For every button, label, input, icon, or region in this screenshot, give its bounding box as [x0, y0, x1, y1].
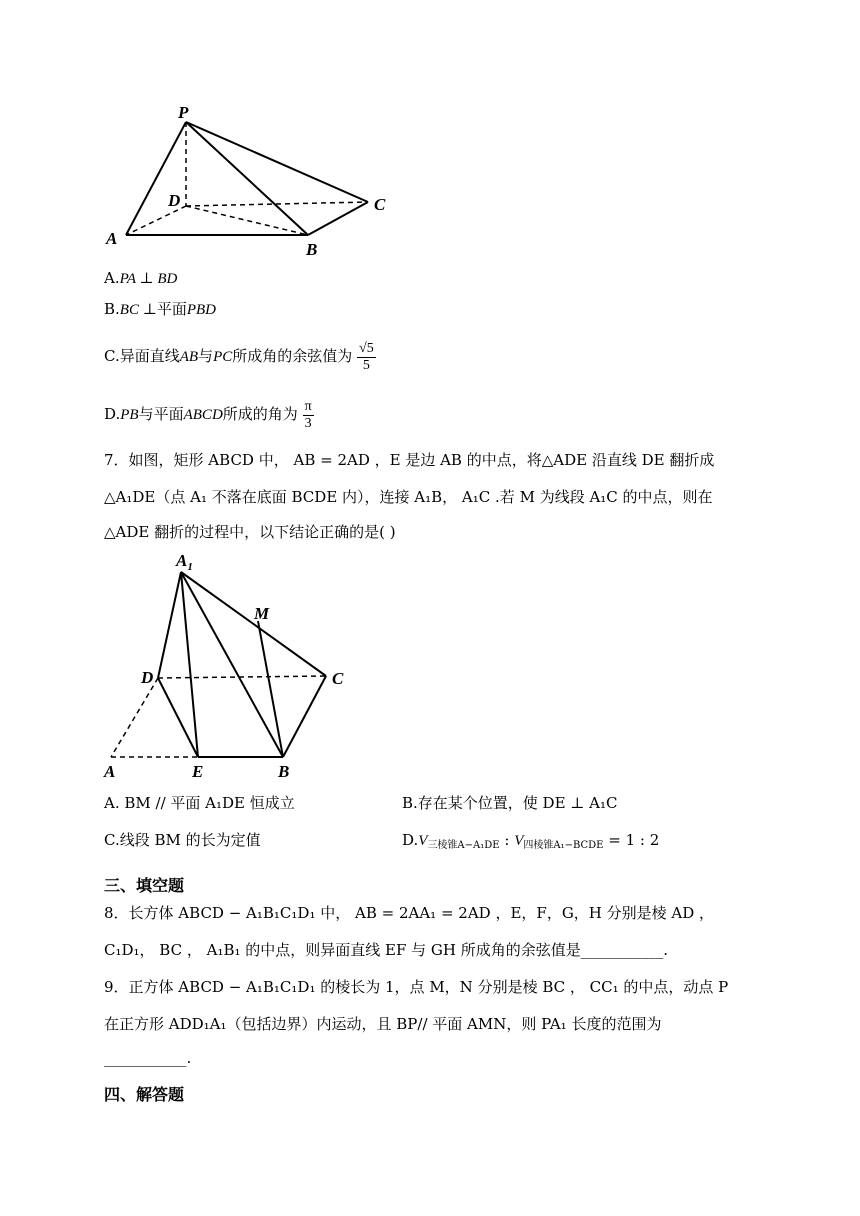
option-c-math1: AB: [179, 349, 199, 365]
option-b-math: BC ⊥: [119, 302, 157, 318]
q9-line-2: 在正方形 ADD₁A₁（包括边界）内运动，且 BP// 平面 AMN，则 PA₁ 长度的范围为: [104, 1015, 662, 1033]
label-P: P: [178, 103, 189, 122]
section-fill-in-title: 三、填空题: [104, 876, 185, 895]
volume-symbol-1: V: [418, 833, 428, 849]
q7-line-3: △ADE 翻折的过程中，以下结论正确的是( ): [104, 523, 396, 541]
label-B: B: [278, 762, 290, 781]
ratio-colon: :: [499, 831, 515, 849]
option-c-text: C.异面直线: [104, 347, 180, 365]
label-D: D: [168, 191, 181, 210]
option-b-text: 平面: [156, 300, 187, 318]
ratio-value: = 1 : 2: [603, 831, 660, 849]
option-d-prefix: D.: [402, 831, 419, 849]
q8-line-1: 8．长方体 ABCD − A₁B₁C₁D₁ 中， AB = 2AA₁ = 2AD ，E，F，G，H 分别是棱 AD ，: [104, 904, 715, 922]
option-a-prefix: A.: [104, 269, 120, 287]
option-d-text: D.: [104, 405, 121, 423]
volume-subscript-1: 三棱锥A−A₁DE: [427, 840, 500, 851]
option-d-text3: 所成的角为: [222, 405, 298, 423]
label-A: A: [106, 229, 118, 248]
volume-subscript-2: 四棱锥A₁−BCDE: [523, 840, 604, 851]
q8-line-2: C₁D₁， BC ， A₁B₁ 的中点，则异面直线 EF 与 GH 所成角的余弦值是___________.: [104, 941, 669, 959]
q6-option-b: [104, 299, 216, 320]
pyramid-figure: [100, 100, 400, 265]
option-a-math: PA ⊥ BD: [119, 271, 178, 287]
label-A1: $A_1$: [176, 551, 193, 573]
section-answer-title: 四、解答题: [104, 1085, 185, 1104]
q7-line-1: 7．如图，矩形 ABCD 中， AB = 2AD ，E 是边 AB 的中点，将△ADE 沿直线 DE 翻折成: [104, 451, 715, 469]
label-C: C: [332, 669, 344, 688]
label-D: D: [141, 668, 154, 687]
option-b-prefix: B.: [104, 300, 120, 318]
q7-option-a: A. BM // 平面 A₁DE 恒成立: [104, 794, 295, 812]
label-A: A: [104, 762, 116, 781]
q7-option-d: [402, 830, 659, 856]
label-E: E: [192, 762, 204, 781]
q9-line-3: ___________.: [104, 1049, 192, 1067]
option-d-math2: ABCD: [183, 407, 223, 423]
option-c-text3: 所成角的余弦值为: [232, 347, 353, 365]
option-d-text2: 与平面: [138, 405, 184, 423]
option-d-math1: PB: [120, 407, 139, 423]
volume-symbol-2: V: [514, 833, 524, 849]
q6-option-c: [104, 336, 376, 377]
q7-option-c: C.线段 BM 的长为定值: [104, 831, 261, 849]
fraction-sqrt5-over-5: $\frac{√5}{5}$: [359, 340, 374, 373]
q7-option-b: B.存在某个位置，使 DE ⊥ A₁C: [402, 794, 618, 812]
option-b-math2: PBD: [186, 302, 217, 318]
label-B: B: [306, 240, 318, 259]
folding-figure: [98, 545, 368, 785]
q6-option-a: [104, 268, 177, 289]
q9-line-1: 9．正方体 ABCD − A₁B₁C₁D₁ 的棱长为 1，点 M，N 分别是棱 BC ， CC₁ 的中点，动点 P: [104, 978, 729, 996]
label-M: M: [254, 604, 270, 623]
option-c-text2: 与: [198, 347, 214, 365]
option-c-math2: PC: [213, 349, 233, 365]
q7-line-2: △A₁DE（点 A₁ 不落在底面 BCDE 内），连接 A₁B， A₁C .若 M 为线段 A₁C 的中点，则在: [104, 488, 713, 506]
label-C: C: [374, 195, 386, 214]
fraction-pi-over-3: $\frac{\pi}{3}$: [304, 398, 312, 431]
q6-option-d: [104, 394, 314, 435]
